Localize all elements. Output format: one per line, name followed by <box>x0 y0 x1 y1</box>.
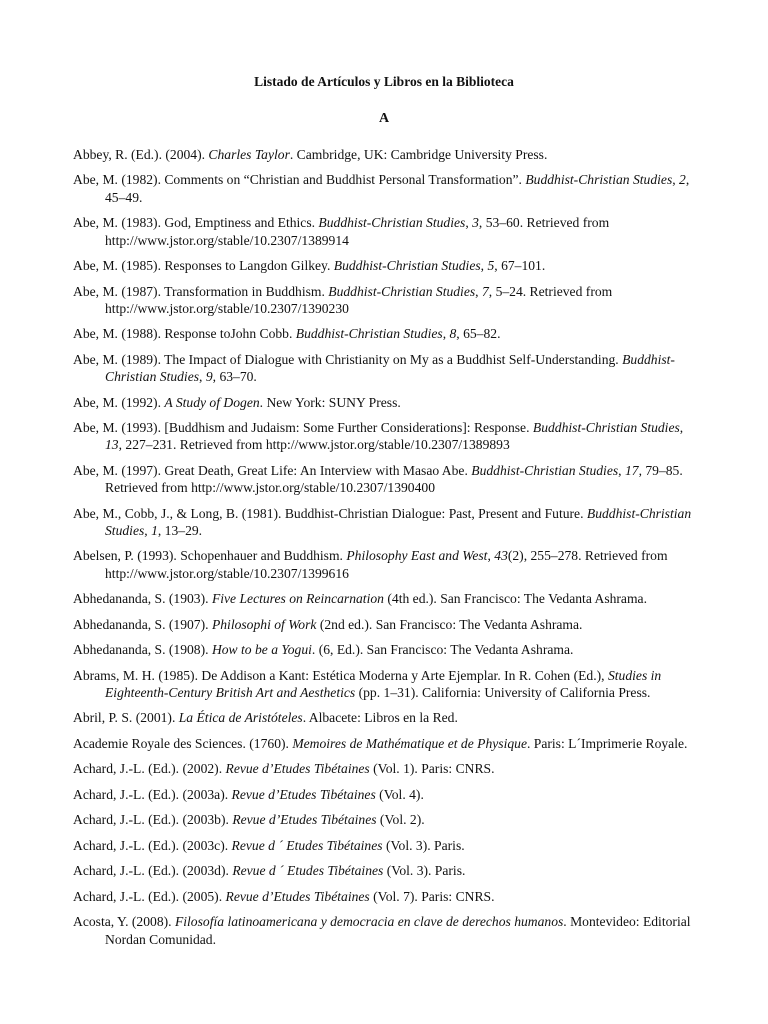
reference-entry <box>73 547 698 582</box>
reference-entry <box>73 462 698 497</box>
reference-text: Achard, J.-L. (Ed.). (2002). <box>73 761 226 777</box>
reference-text: (2), 255–278. Retrieved from http://www.jstor.org/stable/10.2307/1399616 <box>105 548 668 581</box>
reference-text: Abe, M. (1997). Great Death, Great Life: An Interview with Masao Abe. <box>73 462 472 478</box>
reference-entry <box>73 811 698 828</box>
reference-text: Academie Royale des Sciences. (1760). <box>73 735 293 751</box>
reference-entry <box>73 171 698 206</box>
reference-italic-text: Filosofía latinoamericana y democracia en clave de derechos humanos <box>174 914 564 930</box>
reference-italic-text: Charles Taylor <box>208 147 290 162</box>
reference-text: Abe, M. (1988). Response toJohn Cobb. <box>73 326 296 342</box>
reference-entry <box>73 837 698 854</box>
reference-text: , <box>679 420 684 436</box>
reference-text: , 227–231. Retrieved from http://www.jstor.org/stable/10.2307/1389893 <box>118 437 510 453</box>
reference-text: . Paris: L´Imprimerie Royale. <box>526 735 688 751</box>
reference-entry <box>73 146 698 163</box>
reference-text: , <box>672 172 680 188</box>
reference-italic-text: Philosophi of Work <box>211 616 317 632</box>
reference-italic-text: Revue d’Etudes Tibétaines <box>225 761 370 777</box>
reference-text: , 5–24. Retrieved from http://www.jstor.org/stable/10.2307/1390230 <box>105 283 613 316</box>
reference-italic-text: 7 <box>481 283 489 299</box>
reference-entry <box>73 641 698 658</box>
reference-text: (Vol. 7). Paris: CNRS. <box>369 888 495 904</box>
reference-italic-text: Buddhist-Christian Studies <box>328 283 476 299</box>
reference-text: . Albacete: Libros en la Red. <box>302 710 458 726</box>
reference-text: , <box>480 258 488 274</box>
reference-italic-text: Philosophy East and West <box>346 548 488 564</box>
reference-text: Achard, J.-L. (Ed.). (2003c). <box>73 837 232 853</box>
reference-text: , 79–85. Retrieved from http://www.jstor.org/stable/10.2307/1390400 <box>105 462 683 496</box>
reference-text: . Montevideo: Editorial Nordan Comunidad. <box>105 914 691 947</box>
reference-text: (Vol. 3). Paris. <box>382 837 465 853</box>
reference-text: Abe, M. (1987). Transformation in Buddhism. <box>73 283 329 299</box>
reference-text: Achard, J.-L. (Ed.). (2005). <box>73 888 226 904</box>
reference-entry <box>73 786 698 803</box>
reference-italic-text: Revue d’Etudes Tibétaines <box>231 786 376 802</box>
reference-text: , 65–82. <box>456 326 501 342</box>
reference-entry <box>73 760 698 777</box>
reference-entry <box>73 862 698 879</box>
reference-entry <box>73 325 698 342</box>
reference-text: Abe, M. (1992). <box>73 394 165 410</box>
reference-text: , 13–29. <box>157 522 203 538</box>
reference-italic-text: Buddhist-Christian Studies <box>105 505 692 538</box>
reference-italic-text: Revue d ´ Etudes Tibétaines <box>231 837 383 853</box>
reference-italic-text: 17 <box>624 462 639 478</box>
reference-text: (Vol. 1). Paris: CNRS. <box>369 761 495 777</box>
reference-text: Abe, M. (1982). Comments on “Christian and Buddhist Personal Transformation”. <box>73 172 526 188</box>
reference-italic-text: Studies in Eighteenth-Century British Art and Aesthetics <box>105 667 662 700</box>
reference-italic-text: Five Lectures on Reincarnation <box>211 591 384 607</box>
reference-entry <box>73 505 698 540</box>
reference-italic-text: Revue d’Etudes Tibétaines <box>225 888 370 904</box>
reference-text: (2nd ed.). San Francisco: The Vedanta Ashrama. <box>316 616 583 632</box>
reference-italic-text: Buddhist-Christian Studies <box>333 258 481 274</box>
reference-italic-text: 43 <box>494 548 508 564</box>
reference-italic-text: 3 <box>472 215 479 231</box>
reference-text: Achard, J.-L. (Ed.). (2003d). <box>73 863 233 879</box>
reference-text: Abhedananda, S. (1903). <box>73 591 212 607</box>
reference-text: Abhedananda, S. (1908). <box>73 642 212 658</box>
reference-text: , <box>442 326 450 342</box>
reference-entry <box>73 590 698 607</box>
reference-text: . New York: SUNY Press. <box>259 394 401 410</box>
reference-italic-text: Buddhist-Christian Studies <box>295 326 443 342</box>
reference-text: Abe, M., Cobb, J., & Long, B. (1981). Buddhist-Christian Dialogue: Past, Present and Future. <box>73 505 587 521</box>
reference-text: , 53–60. Retrieved from http://www.jstor.org/stable/10.2307/1389914 <box>105 215 610 248</box>
reference-text: , 45–49. <box>105 172 690 205</box>
reference-entry <box>73 667 698 702</box>
reference-italic-text: 5 <box>487 258 495 274</box>
reference-text: Abbey, R. (Ed.). (2004). <box>73 147 209 162</box>
reference-text: , 63–70. <box>212 369 257 385</box>
reference-italic-text: A Study of Dogen <box>164 394 260 410</box>
reference-entry <box>73 735 698 752</box>
reference-text: Achard, J.-L. (Ed.). (2003a). <box>73 786 232 802</box>
reference-text: , <box>487 548 495 564</box>
reference-italic-text: Revue d ´ Etudes Tibétaines <box>232 863 384 879</box>
document-title: Listado de Artículos y Libros en la Biblioteca <box>254 74 514 89</box>
reference-text: Abe, M. (1983). God, Emptiness and Ethics. <box>73 215 319 231</box>
reference-italic-text: Revue d’Etudes Tibétaines <box>232 812 377 828</box>
reference-entry <box>73 913 698 948</box>
reference-text: . Cambridge, UK: Cambridge University Press. <box>289 147 548 162</box>
reference-entry <box>73 709 698 726</box>
reference-italic-text: Memoires de Mathématique et de Physique <box>292 735 527 751</box>
reference-italic-text: 2 <box>679 172 686 188</box>
reference-text: (pp. 1–31). California: University of California Press. <box>355 684 651 700</box>
reference-text: Abe, M. (1989). The Impact of Dialogue with Christianity on My as a Buddhist Self-Understanding. <box>73 351 623 367</box>
reference-text: , <box>144 522 152 538</box>
reference-text: Abril, P. S. (2001). <box>73 710 179 726</box>
reference-text: Abe, M. (1985). Responses to Langdon Gilkey. <box>73 258 334 274</box>
reference-italic-text: 1 <box>151 522 158 538</box>
reference-text: . (6, Ed.). San Francisco: The Vedanta Ashrama. <box>311 642 574 658</box>
reference-text: (Vol. 3). Paris. <box>383 863 466 879</box>
reference-text: , <box>465 215 473 231</box>
reference-text: Abe, M. (1993). [Buddhism and Judaism: Some Further Considerations]: Response. <box>73 420 533 436</box>
reference-entry <box>73 888 698 905</box>
reference-text: , <box>475 283 482 299</box>
reference-entry <box>73 214 698 249</box>
reference-text: Abrams, M. H. (1985). De Addison a Kant: Estética Moderna y Arte Ejemplar. In R. Cohen (Ed.), <box>73 667 608 683</box>
reference-italic-text: Buddhist-Christian Studies <box>318 215 466 231</box>
reference-italic-text: 8 <box>449 326 457 342</box>
reference-italic-text: Buddhist-Christian Studies <box>532 420 680 436</box>
reference-italic-text: Buddhist-Christian Studies <box>525 172 673 188</box>
reference-text: (Vol. 2). <box>376 812 425 828</box>
reference-entry <box>73 351 698 386</box>
reference-entry <box>73 616 698 633</box>
reference-entry <box>73 419 698 454</box>
reference-italic-text: La Ética de Aristóteles <box>178 710 303 726</box>
reference-text: , <box>618 462 625 478</box>
reference-text: Abhedananda, S. (1907). <box>73 616 212 632</box>
reference-italic-text: 13 <box>105 437 119 453</box>
reference-text: , 67–101. <box>494 258 546 274</box>
reference-text: Achard, J.-L. (Ed.). (2003b). <box>73 812 233 828</box>
reference-italic-text: Buddhist-Christian Studies <box>471 462 619 478</box>
reference-entry <box>73 257 698 274</box>
section-letter: A <box>378 111 390 126</box>
reference-entry <box>73 283 698 318</box>
reference-text: (Vol. 4). <box>375 786 424 802</box>
reference-italic-text: 9 <box>205 369 213 385</box>
reference-text: Abelsen, P. (1993). Schopenhauer and Buddhism. <box>73 548 347 564</box>
reference-italic-text: How to be a Yogui <box>211 642 312 658</box>
reference-text: Acosta, Y. (2008). <box>73 914 175 930</box>
reference-italic-text: Buddhist-Christian Studies <box>105 351 675 385</box>
reference-text: , <box>199 369 206 385</box>
reference-entry <box>73 394 698 411</box>
reference-text: (4th ed.). San Francisco: The Vedanta Ashrama. <box>383 591 647 607</box>
reference-list <box>73 146 698 956</box>
